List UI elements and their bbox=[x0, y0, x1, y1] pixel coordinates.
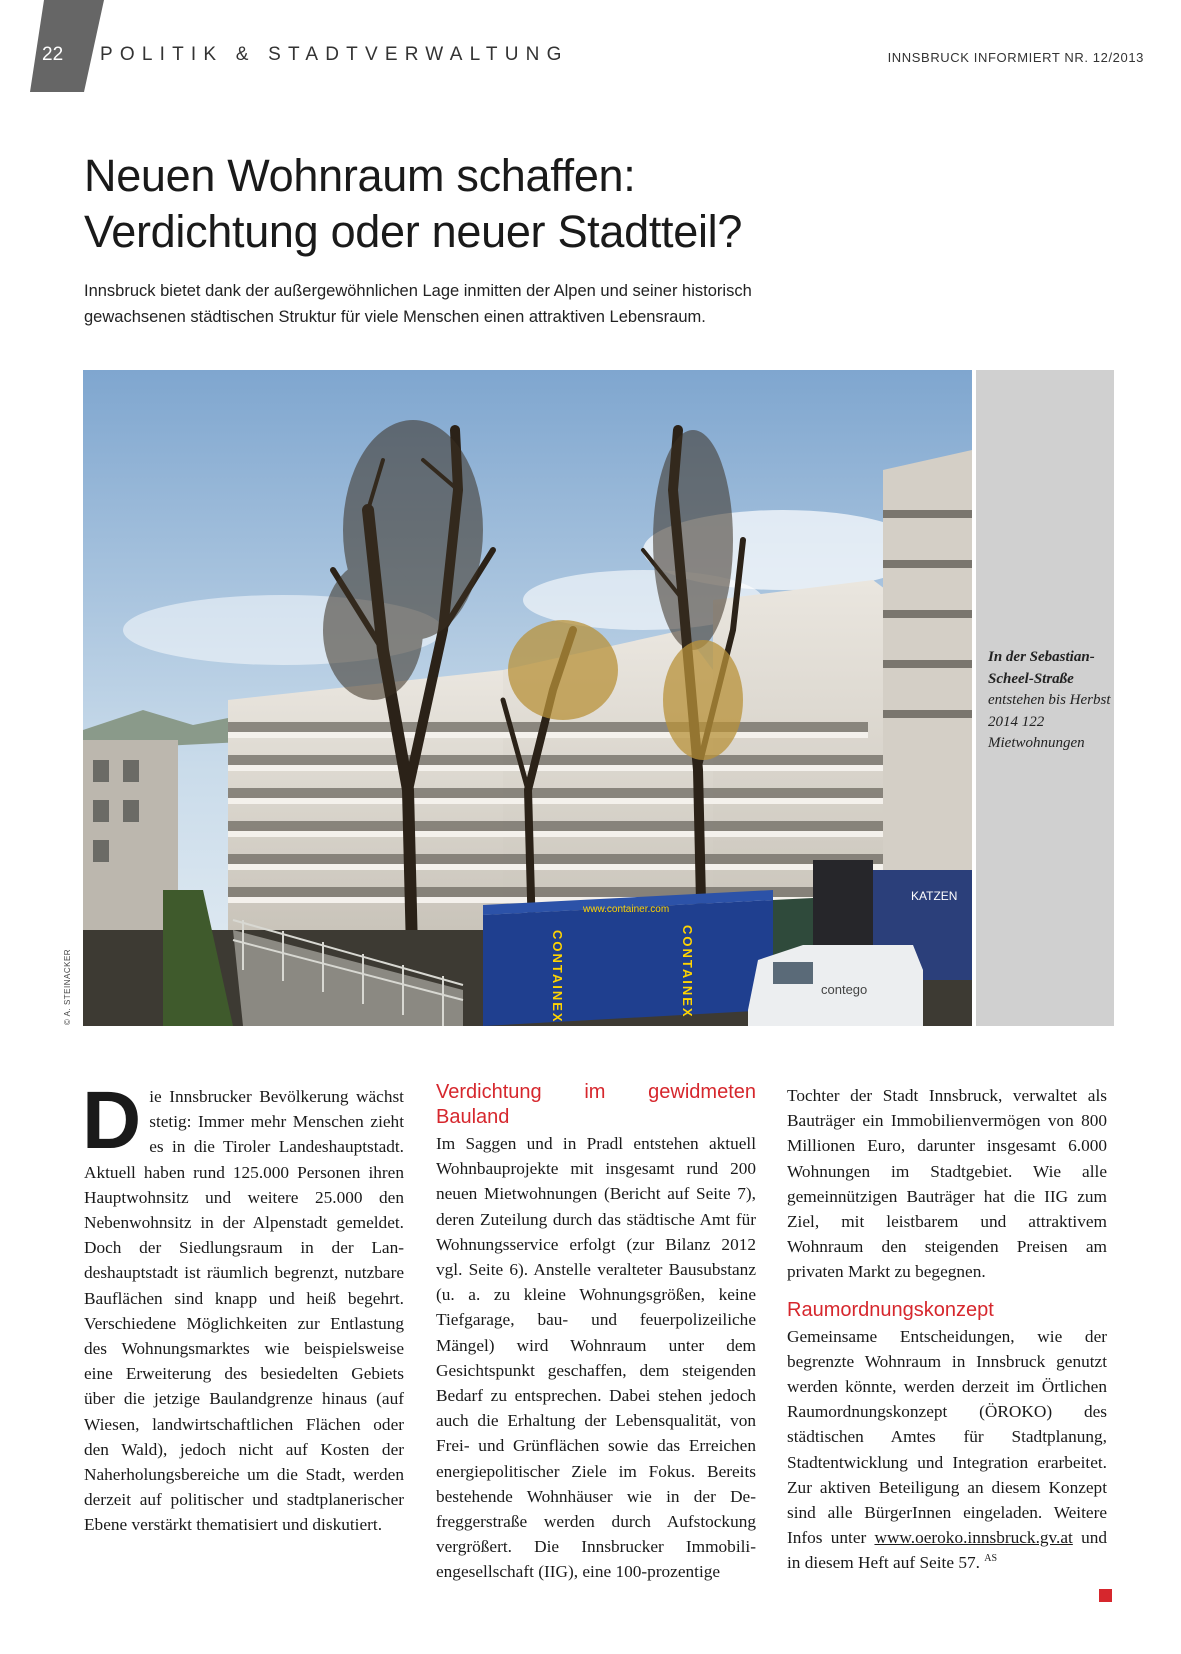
column-2-text: Im Saggen und in Pradl entstehen aktuell Wohnbauprojekte mit insgesamt rund 200 neuen Mietwohnungen (Bericht auf Seite 7), deren Zuteilung durch das städtische Amt für Wohnungsservice erfolgt (zur Bilanz 2012 vgl. Seite 6). Anstelle veralteter Bausubstanz (u. a. zu kleine Wohnungsgrößen, keine Tiefgarage, bau- und feuerpolizeiliche Mängel) wird Wohnraum unter dem Gesichtspunkt geschaffen, dem steigenden Bedarf zu entsprechen. Dabei stehen jedoch auch die Erhaltung der Lebensqualität, von Frei- und Grünflächen sowie das Erreichen energiepolitischer Ziele im Fokus. Bereits bestehende Wohnhäuser wie in der Defreggerstraße werden durch Aufstockung vergrößert. Die Innsbrucker Immobiliengesellschaft (IIG), eine 100-prozentige bbox=[436, 1134, 756, 1582]
article-lead: Innsbruck bietet dank der außergewöhnlichen Lage inmitten der Alpen und seiner historisch gewachsenen städtischen Struktur für viele Menschen einen attraktiven Lebensraum. bbox=[84, 282, 752, 326]
column-3-text-2 bbox=[787, 1324, 1107, 1576]
caption-street: In der Sebastian-Scheel-Straße bbox=[988, 649, 1095, 687]
column-3-text-2b: und in diesem Heft auf Seite 57. bbox=[787, 1528, 1107, 1573]
oeroko-link[interactable]: www.oeroko.innsbruck.gv.at bbox=[874, 1528, 1073, 1548]
subhead-verdichtung: Verdichtung im gewidmeten Bauland bbox=[436, 1081, 756, 1128]
column-1-text: ie Innsbrucker Bevölkerung wächst stetig: Immer mehr Menschen zieht es in die Tiroler Landeshauptstadt. Aktuell haben rund 125.000 Personen ihren Hauptwohnsitz und weitere 25.000 den Nebenwohnsitz in der Alpenstadt gemeldet. Doch der Siedlungsraum in der Landeshauptstadt ist räumlich begrenzt, nutzbare Bauflächen sind knapp und heiß begehrt. Verschiedene Möglichkeiten zur Entlastung des Wohnungsmarktes wie beispielsweise eine Erweiterung des besiedelten Gebiets über die jetzige Baulandgrenze hinaus (auf Wiesen, landwirtschaftlichen Flächen oder den Wald), jedoch nicht auf Kosten der Naherholungsbereiche um die Stadt, werden derzeit auf politischer und stadtplanerischer Ebene verstärkt thematisiert und diskutiert. bbox=[84, 1087, 404, 1535]
end-mark bbox=[1099, 1589, 1112, 1602]
page-number: 22 bbox=[42, 44, 64, 65]
caption-panel bbox=[976, 370, 1114, 1026]
truck-text: KATZEN bbox=[911, 889, 958, 903]
container-brand-right: CONTAINEX bbox=[680, 925, 695, 1019]
column-3 bbox=[787, 1083, 1107, 1576]
container-brand-left: CONTAINEX bbox=[550, 930, 565, 1024]
photo-credit: © A. STEINACKER bbox=[63, 948, 72, 1025]
column-1 bbox=[82, 1075, 404, 1538]
container-url: www.container.com bbox=[583, 904, 670, 915]
subhead-raumordnung: Raumordnungskonzept bbox=[787, 1298, 994, 1321]
headline-line-2: Verdichtung oder neuer Stadtteil? bbox=[84, 206, 743, 257]
caption-text: entstehen bis Herbst 2014 122 Mietwohnungen bbox=[988, 692, 1111, 751]
issue-info: INNSBRUCK INFORMIERT NR. 12/2013 bbox=[887, 50, 1144, 65]
construction-photo bbox=[83, 370, 972, 1026]
drop-cap: D bbox=[82, 1075, 142, 1166]
headline-line-1: Neuen Wohnraum schaffen: bbox=[84, 150, 636, 201]
author-signature: AS bbox=[984, 1553, 998, 1565]
column-3-text-2a: Gemeinsame Entscheidungen, wie der begrenzte Wohnraum in Innsbruck genutzt werden könnte, werden derzeit im Örtlichen Raumordnungskonzept (ÖROKO) des städtischen Amtes für Stadtplanung, Stadtentwicklung und Integration erarbeitet. Zur aktiven Beteiligung an diesem Konzept sind alle BürgerInnen eingeladen. Weitere Infos unter bbox=[787, 1326, 1107, 1548]
van-text: contego bbox=[821, 982, 868, 997]
photo-caption bbox=[988, 647, 1112, 755]
section-title: POLITIK & STADTVERWALTUNG bbox=[100, 44, 569, 65]
article-headline bbox=[84, 148, 884, 260]
column-2 bbox=[436, 1080, 756, 1585]
column-3-text: Tochter der Stadt Innsbruck, verwaltet als Bauträger ein Immobilienvermögen von 800 Millionen Euro, darunter insgesamt 6.000 Wohnungen im Stadtgebiet. Wie alle gemeinnützigen Bauträger hat die IIG zum Ziel, mit leistbarem und attraktivem Wohnraum den steigenden Preisen am privaten Markt zu begegnen. bbox=[787, 1086, 1107, 1282]
